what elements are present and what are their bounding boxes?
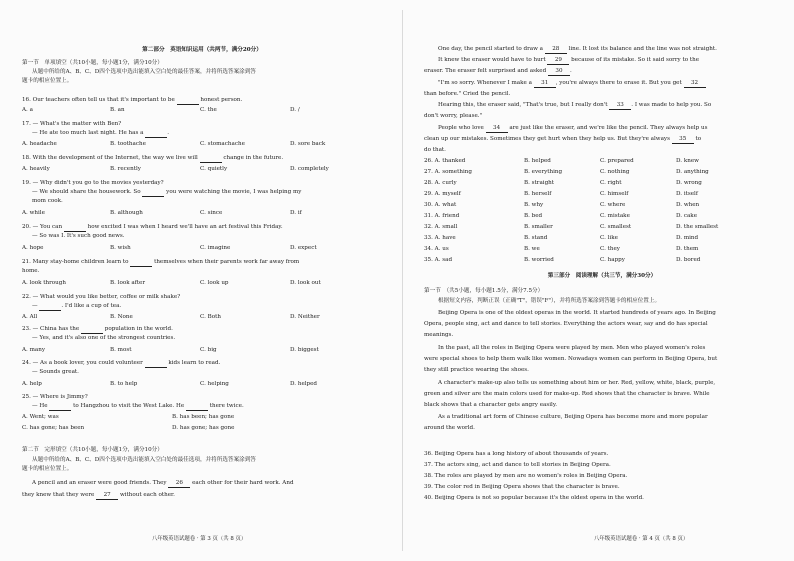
option-34c: C. they — [600, 246, 620, 252]
cloze-blank-31[interactable]: 31 — [534, 80, 556, 88]
answer-blank[interactable] — [49, 403, 71, 411]
cloze-blank-34[interactable]: 34 — [486, 125, 508, 133]
option-32c: C. smallest — [600, 224, 632, 230]
option-17a: A. headache — [22, 141, 57, 147]
answer-blank[interactable] — [130, 259, 152, 267]
option-32d: D. the smallest — [676, 224, 719, 230]
option-20a: A. hope — [22, 245, 44, 251]
option-21c: C. look up — [200, 280, 229, 286]
part-title: 第二部分 英语知识运用（共两节，满分20分） — [142, 47, 262, 53]
option-29a: 29. A. myself — [424, 191, 461, 197]
option-31b: B. bed — [524, 213, 543, 219]
option-21a: A. look through — [22, 280, 66, 286]
option-28b: B. straight — [524, 180, 555, 186]
part3-title: 第三部分 阅读理解（共三节，满分30分） — [547, 273, 657, 279]
option-29b: B. herself — [524, 191, 552, 197]
option-24b: B. to help — [110, 381, 138, 387]
option-29c: C. himself — [600, 191, 629, 197]
option-31c: C. mistake — [600, 213, 630, 219]
option-22d: D. Neither — [290, 314, 320, 320]
cloze-paragraph-3-line2: don't worry, please." — [424, 113, 483, 119]
question-23-reply: — Yes, and it's also one of the strongest countries. — [32, 335, 176, 341]
option-31d: D. cake — [676, 213, 698, 219]
cloze-line-1: A pencil and an eraser were good friends. They 26 each other for their hard work. And — [32, 480, 294, 486]
statement-39: 39. The color red in Beijing Opera shows that the character is brave. — [424, 484, 620, 490]
page-3 — [22, 0, 382, 561]
option-32a: 32. A. small — [424, 224, 458, 230]
option-19c: C. since — [200, 210, 223, 216]
option-22b: B. None — [110, 314, 133, 320]
answer-blank[interactable] — [145, 360, 167, 368]
answer-blank[interactable] — [186, 403, 208, 411]
cloze-paragraph-4-line2: clean up our mistakes. Sometimes they get hurt when they help us. But they're always 35 to — [424, 136, 702, 142]
reading-section1-instructions: 根据短文内容，判断正误（正确"T"，错误"F"），并将所选答案涂到答题卡的相应位置上。 — [438, 298, 661, 304]
section2-heading: 第二节 完形填空（共10小题，每小题1分，满分10分） — [22, 447, 163, 453]
reading-section1-heading: 第一节 （共5小题，每小题1.5分，满分7.5分） — [424, 288, 544, 294]
option-32b: B. smaller — [524, 224, 553, 230]
option-35d: D. bored — [676, 257, 701, 263]
option-35c: C. happy — [600, 257, 625, 263]
passage-line: black shows that a character gets angry easily. — [424, 402, 558, 408]
option-30c: C. where — [600, 202, 626, 208]
option-34d: D. them — [676, 246, 699, 252]
option-23d: D. biggest — [290, 347, 319, 353]
option-25a: A. Went; was — [22, 414, 59, 420]
question-17-reply: — He ate too much last night. He has a . — [32, 130, 170, 136]
passage-line: A character's make-up also tells us something about him or her. Red, yellow, white, black, purple, — [438, 380, 716, 386]
section1-instructions-cont: 题卡的相应位置上。 — [22, 78, 73, 84]
option-24a: A. help — [22, 381, 42, 387]
option-23c: C. big — [200, 347, 217, 353]
answer-blank[interactable] — [200, 155, 222, 163]
question-21-cont: home. — [22, 268, 40, 274]
question-19-reply: — We should share the housework. So you were watching the movie, I was helping my — [32, 189, 302, 195]
answer-blank[interactable] — [64, 224, 86, 232]
passage-line: they still practice wearing the shoes. — [424, 367, 529, 373]
option-18d: D. completely — [290, 166, 329, 172]
cloze-blank-26[interactable]: 26 — [168, 480, 190, 488]
option-26d: D. knew — [676, 158, 699, 164]
option-24d: D. helped — [290, 381, 318, 387]
option-23a: A. many — [22, 347, 45, 353]
option-19a: A. while — [22, 210, 45, 216]
passage-line: meanings. — [424, 332, 454, 338]
option-33b: B. stand — [524, 235, 548, 241]
cloze-blank-29[interactable]: 29 — [547, 57, 569, 65]
cloze-paragraph-4-line3: do that. — [424, 147, 446, 153]
option-30b: B. why — [524, 202, 544, 208]
cloze-blank-32[interactable]: 32 — [684, 80, 706, 88]
option-22c: C. Both — [200, 314, 221, 320]
option-20c: C. imagine — [200, 245, 231, 251]
option-28d: D. wrong — [676, 180, 702, 186]
passage-line: green and silver are the main colors used for make-up. Red shows that the character is brave. While — [424, 391, 710, 397]
passage-line: around the world. — [424, 425, 475, 431]
section1-instructions: 从题中所给的A、B、C、D四个选项中选出能填入空白处的最佳答案，并将所选答案涂到答 — [32, 69, 256, 75]
option-30a: 30. A. what — [424, 202, 457, 208]
passage-line: Beijing Opera is one of the oldest operas in the world. It started hundreds of years ago. In Beijing — [438, 310, 716, 316]
cloze-paragraph-4: People who love 34 are just like the eraser, and we're like the pencil. They always help us — [438, 125, 708, 131]
option-23b: B. most — [110, 347, 132, 353]
passage-line: As a traditional art form of Chinese culture, Beijing Opera has become more and more popular — [438, 414, 708, 420]
option-28a: 28. A. curly — [424, 180, 457, 186]
question-20-reply: — So was I. It's such good news. — [32, 233, 125, 239]
question-19: 19. — Why didn't you go to the movies yesterday? — [22, 180, 164, 186]
question-21: 21. Many stay-home children learn to themselves when their parents work far away from — [22, 259, 300, 265]
option-27a: 27. A. something — [424, 169, 472, 175]
option-19d: D. if — [290, 210, 302, 216]
option-22a: A. All — [22, 314, 38, 320]
question-23: 23. — China has the population in the world. — [22, 326, 173, 332]
question-22-reply: — . I'd like a cup of tea. — [32, 303, 122, 309]
answer-blank[interactable] — [81, 326, 103, 334]
option-25c: C. has gone; has been — [22, 425, 85, 431]
option-16d: D. / — [290, 107, 300, 113]
question-19-reply-cont: mom cook. — [32, 198, 63, 204]
page-fold — [402, 10, 403, 551]
option-34a: 34. A. us — [424, 246, 449, 252]
statement-36: 36. Beijing Opera has a long history of about thousands of years. — [424, 451, 609, 457]
option-26b: B. helped — [524, 158, 551, 164]
statement-40: 40. Beijing Opera is not so popular because it's the oldest opera in the world. — [424, 495, 644, 501]
option-33d: D. mind — [676, 235, 699, 241]
question-24-reply: — Sounds great. — [32, 369, 79, 375]
statement-38: 38. The roles are played by men are no women's roles in Beijing Opera. — [424, 473, 628, 479]
cloze-blank-27[interactable]: 27 — [96, 492, 118, 500]
cloze-blank-35[interactable]: 35 — [672, 136, 694, 144]
option-19b: B. although — [110, 210, 143, 216]
passage-line: were special shoes to help them walk like women. Nowadays women can perform in Beijing Opera, but — [424, 356, 718, 362]
option-33c: C. like — [600, 235, 618, 241]
statement-37: 37. The actors sing, act and dance to tell stories in Beijing Opera. — [424, 462, 611, 468]
section2-instructions-cont: 题卡的相应位置上。 — [22, 466, 73, 472]
question-25-reply: — He to Hangzhou to visit the West Lake. He there twice. — [32, 403, 244, 409]
option-34b: B. we — [524, 246, 540, 252]
option-17b: B. toothache — [110, 141, 146, 147]
option-27b: B. everything — [524, 169, 563, 175]
question-25: 25. — Where is Jimmy? — [22, 394, 88, 400]
option-35a: 35. A. sad — [424, 257, 453, 263]
option-26a: 26. A. thanked — [424, 158, 466, 164]
option-25b: B. has been; has gone — [172, 414, 235, 420]
cloze-blank-28[interactable]: 28 — [545, 46, 567, 54]
question-22: 22. — What would you like better, coffee or milk shake? — [22, 294, 181, 300]
option-21d: D. look out — [290, 280, 321, 286]
option-25d: D. has gone; has gone — [172, 425, 235, 431]
section1-heading: 第一节 单项填空（共10小题，每小题1分，满分10分） — [22, 60, 163, 66]
page-footer: 八年级英语试题卷 · 第 3 页（共 8 页） — [152, 536, 247, 542]
option-29d: D. itself — [676, 191, 698, 197]
option-20d: D. expect — [290, 245, 317, 251]
option-27d: D. anything — [676, 169, 709, 175]
answer-blank[interactable] — [145, 130, 167, 138]
cloze-blank-30[interactable]: 30 — [548, 68, 570, 76]
option-20b: B. wish — [110, 245, 131, 251]
option-30d: D. when — [676, 202, 700, 208]
question-17: 17. — What's the matter with Ben? — [22, 121, 122, 127]
question-24: 24. — As a book lover, you could volunteer kids learn to read. — [22, 360, 221, 366]
option-27c: C. nothing — [600, 169, 630, 175]
page-4 — [424, 0, 780, 561]
option-35b: B. worried — [524, 257, 554, 263]
option-28c: C. right — [600, 180, 622, 186]
passage-line: In the past, all the roles in Beijing Opera were played by men. Men who played women's roles — [438, 345, 706, 351]
section2-instructions: 从题中所给的A、B、C、D四个选项中选出能填入空白处的最佳选项，并将所选答案涂到答 — [32, 457, 256, 463]
cloze-paragraph-2: "I'm so sorry. Whenever I make a 31 , you're always there to erase it. But you get 32 — [438, 80, 780, 88]
cloze-line-2: they knew that they were 27 without each other. — [22, 492, 175, 498]
cloze-paragraph-2-line2: than before." Cried the pencil. — [424, 91, 511, 97]
question-20: 20. — You can how excited I was when I heard we'll have an art festival this Friday. — [22, 224, 283, 230]
option-33a: 33. A. have — [424, 235, 456, 241]
cloze-paragraph-1: One day, the pencil started to draw a 28 line. It lost its balance and the line was not straight. — [438, 46, 717, 52]
option-17c: C. stomachache — [200, 141, 245, 147]
cloze-paragraph-3: Hearing this, the eraser said, "That's true, but I really don't 33 . I was made to help you. So — [438, 102, 712, 108]
cloze-paragraph-1-line2: It knew the eraser would have to hurt 29 because of its mistake. So it said sorry to the — [438, 57, 700, 63]
option-18b: B. recently — [110, 166, 141, 172]
option-16c: C. the — [200, 107, 217, 113]
option-18a: A. heavily — [22, 166, 50, 172]
cloze-blank-33[interactable]: 33 — [609, 102, 631, 110]
option-24c: C. helping — [200, 381, 229, 387]
option-16b: B. an — [110, 107, 125, 113]
option-17d: D. sore back — [290, 141, 326, 147]
option-18c: C. quietly — [200, 166, 228, 172]
question-18: 18. With the development of the Internet, the way we live will change in the future. — [22, 155, 284, 161]
page-footer: 八年级英语试题卷 · 第 4 页（共 8 页） — [594, 536, 689, 542]
option-31a: 31. A. friend — [424, 213, 460, 219]
answer-blank[interactable] — [142, 189, 164, 197]
option-26c: C. prepared — [600, 158, 634, 164]
answer-blank[interactable] — [177, 97, 199, 105]
option-21b: B. look after — [110, 280, 145, 286]
cloze-paragraph-1-line3: eraser. The eraser felt surprised and asked 30 . — [424, 68, 572, 74]
question-16: 16. Our teachers often tell us that it's important to be honest person. — [22, 97, 243, 103]
passage-line: Opera, people sing, act and dance to tell stories. Everything the actors wear, say and do has special — [424, 321, 708, 327]
option-16a: A. a — [22, 107, 33, 113]
answer-blank[interactable] — [39, 303, 61, 311]
